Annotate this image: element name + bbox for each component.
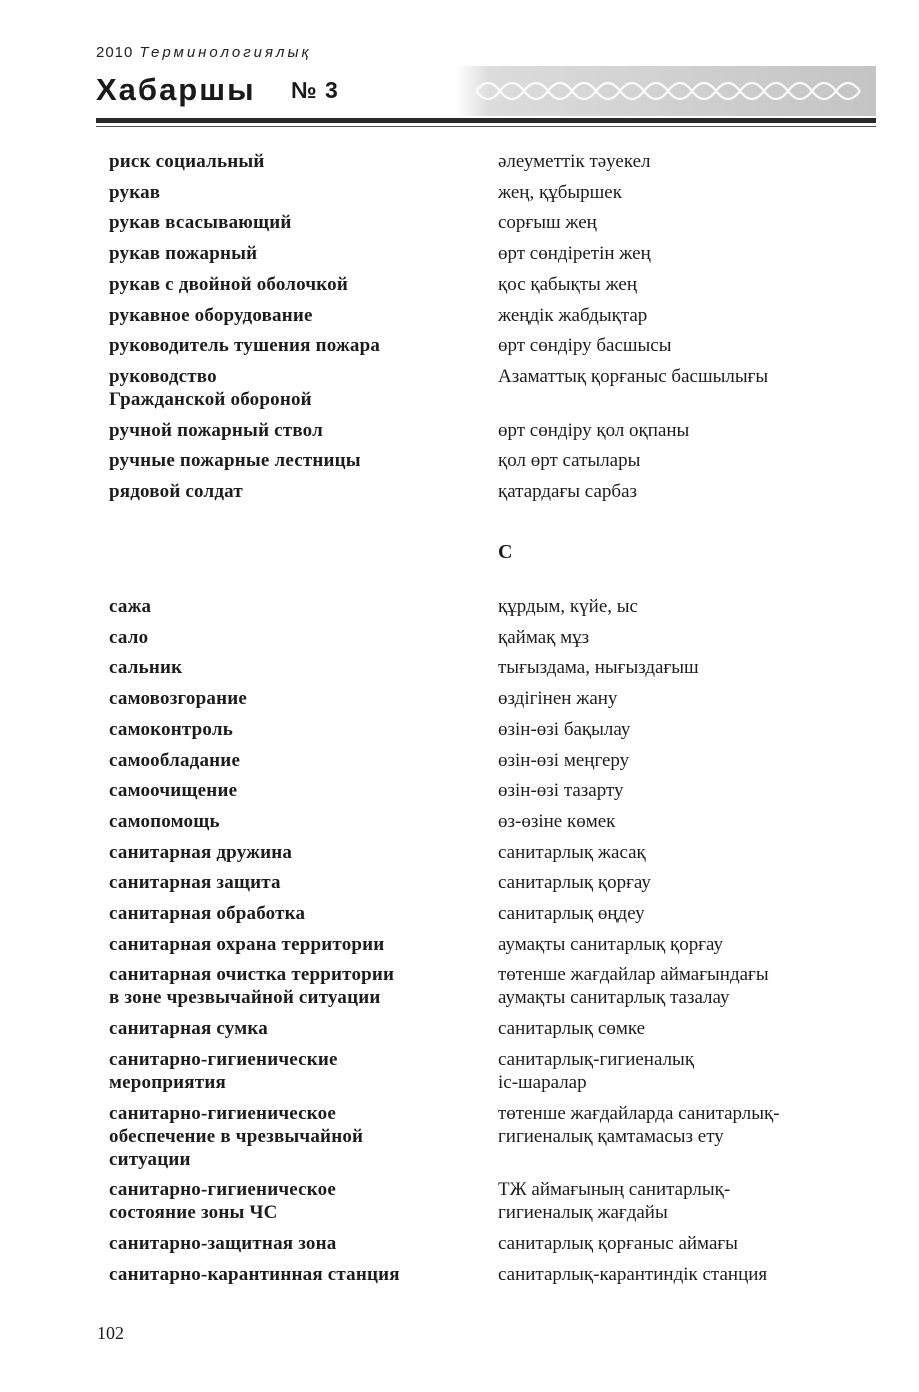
entry-russian-term: санитарно-гигиеническое состояние зоны ЧС [109, 1179, 336, 1224]
page-number: 102 [97, 1323, 124, 1343]
entry-russian-term: руководство Гражданской обороной [109, 365, 312, 410]
entry-russian-term: сальник [109, 657, 183, 679]
entry-kazakh-term: санитарлық сөмке [498, 1018, 646, 1040]
entry-russian-term: рукав с двойной оболочкой [109, 273, 349, 295]
entry-russian-term: самоочищение [109, 780, 238, 802]
entry-kazakh-term: өзін-өзі меңгеру [498, 749, 630, 771]
entry-russian-term: самопомощь [109, 810, 220, 832]
page-header [0, 0, 919, 140]
entry-kazakh-term: қос қабықты жең [498, 273, 638, 295]
entry-kazakh-term: ТЖ аймағының санитарлық- гигиеналық жағдайы [498, 1179, 731, 1224]
header-title-line1: Терминологиялық [139, 44, 312, 61]
entry-kazakh-term: өрт сөндіру басшысы [498, 335, 672, 357]
entry-russian-term: санитарно-карантинная станция [109, 1263, 400, 1285]
entry-russian-term: ручной пожарный ствол [109, 419, 323, 441]
entry-russian-term: санитарная дружина [109, 841, 293, 863]
entry-russian-term: сажа [109, 596, 152, 617]
entry-russian-term: рядовой солдат [109, 481, 243, 502]
entry-russian-term: самовозгорание [109, 688, 247, 710]
entry-kazakh-term: қаймақ мұз [498, 626, 590, 648]
ornament-pattern-icon [456, 66, 876, 116]
entry-kazakh-term: әлеуметтік тәуекел [498, 151, 651, 172]
entry-russian-term: санитарная обработка [109, 903, 306, 924]
entry-russian-term: рукав всасывающий [109, 212, 292, 234]
entry-russian-term: ручные пожарные лестницы [109, 450, 361, 472]
entry-russian-term: риск социальный [109, 151, 265, 172]
header-year: 2010 [96, 44, 134, 61]
entry-kazakh-term: өзін-өзі бақылау [498, 718, 631, 740]
entry-russian-term: сало [109, 626, 149, 648]
header-year-line [96, 44, 312, 61]
entry-russian-term: санитарно-гигиенические мероприятия [109, 1048, 338, 1093]
entry-kazakh-term: қатардағы сарбаз [498, 481, 638, 502]
section-letter: С [498, 541, 513, 563]
entry-kazakh-term: тығыздама, нығыздағыш [498, 657, 699, 679]
entry-russian-term: санитарная защита [109, 872, 281, 894]
entry-russian-term: самообладание [109, 749, 241, 771]
entry-kazakh-term: санитарлық жасақ [498, 841, 646, 863]
entry-kazakh-term: аумақты санитарлық қорғау [498, 933, 723, 955]
entry-russian-term: самоконтроль [109, 718, 233, 740]
entry-kazakh-term: жең, құбыршек [498, 181, 622, 203]
entry-kazakh-term: санитарлық-гигиеналық іс-шаралар [498, 1048, 695, 1093]
header-rule-thin [96, 126, 876, 127]
entry-kazakh-term: сорғыш жең [498, 212, 597, 234]
entry-kazakh-term: санитарлық қорғау [498, 872, 651, 894]
header-title: Хабаршы [96, 72, 256, 107]
entry-kazakh-term: Азаматтық қорғаныс басшылығы [498, 365, 769, 387]
entry-kazakh-term: санитарлық өңдеу [498, 903, 645, 924]
entry-russian-term: санитарно-гигиеническое обеспечение в чрезвычайной ситуации [109, 1102, 364, 1170]
header-issue: № 3 [291, 77, 339, 103]
entry-kazakh-term: құрдым, күйе, ыс [498, 596, 638, 617]
entry-kazakh-term: төтенше жағдайларда санитарлық- гигиеналық қамтамасыз ету [498, 1102, 780, 1147]
entry-kazakh-term: жеңдік жабдықтар [498, 304, 648, 326]
entry-russian-term: санитарная охрана территории [109, 933, 385, 955]
entry-russian-term: санитарная сумка [109, 1018, 268, 1040]
entry-kazakh-term: өрт сөндіру қол оқпаны [498, 419, 690, 441]
header-ornament [456, 66, 876, 116]
entry-russian-term: санитарная очистка территории в зоне чрезвычайной ситуации [109, 964, 395, 1009]
entry-kazakh-term: санитарлық қорғаныс аймағы [498, 1232, 738, 1254]
entry-russian-term: рукав пожарный [109, 243, 258, 265]
header-rule-thick [96, 118, 876, 123]
entry-kazakh-term: өздігінен жану [498, 688, 618, 710]
entry-kazakh-term: төтенше жағдайлар аймағындағы аумақты санитарлық тазалау [498, 964, 769, 1009]
entry-kazakh-term: санитарлық-карантиндік станция [498, 1263, 768, 1285]
entry-kazakh-term: өз-өзіне көмек [498, 810, 616, 832]
entry-kazakh-term: өрт сөндіретін жең [498, 243, 651, 265]
entry-russian-term: рукав [109, 181, 161, 203]
entry-kazakh-term: өзін-өзі тазарту [498, 780, 624, 802]
entry-russian-term: санитарно-защитная зона [109, 1232, 337, 1254]
entry-russian-term: рукавное оборудование [109, 304, 313, 326]
entry-russian-term: руководитель тушения пожара [109, 335, 381, 357]
entry-kazakh-term: қол өрт сатылары [498, 450, 641, 472]
